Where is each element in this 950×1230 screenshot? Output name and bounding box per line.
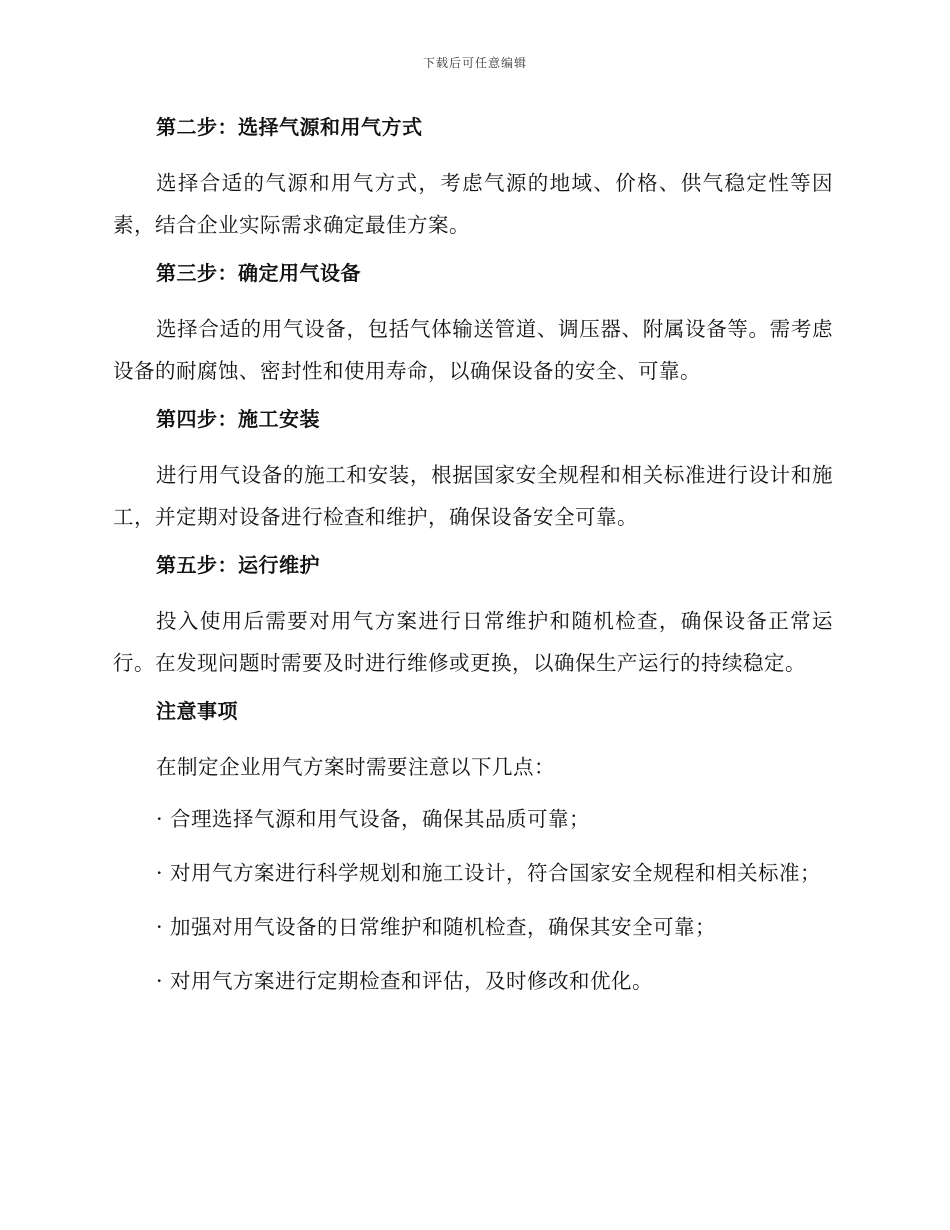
section-heading: 第四步：施工安装	[156, 407, 320, 431]
section-paragraph: 进行用气设备的施工和安装，根据国家安全规程和相关标准进行设计和施工，并定期对设备进行检查和维护，确保设备安全可靠。	[113, 463, 833, 529]
list-item: · 加强对用气设备的日常维护和随机检查，确保其安全可靠；	[156, 915, 717, 939]
document-body	[113, 110, 833, 1014]
section-step-3	[113, 256, 833, 392]
list-item: · 合理选择气源和用气设备，确保其品质可靠；	[156, 807, 591, 831]
page-header: 下载后可任意编辑	[422, 56, 527, 70]
section-heading: 第二步：选择气源和用气方式	[156, 115, 423, 139]
section-notes	[113, 694, 833, 1002]
list-item: · 对用气方案进行定期检查和评估，及时修改和优化。	[156, 969, 654, 993]
section-heading: 第三步：确定用气设备	[156, 261, 361, 285]
section-step-5	[113, 548, 833, 684]
notes-intro: 在制定企业用气方案时需要注意以下几点：	[156, 755, 555, 779]
section-paragraph: 选择合适的气源和用气方式，考虑气源的地域、价格、供气稳定性等因素，结合企业实际需求确定最佳方案。	[113, 171, 833, 237]
notes-heading: 注意事项	[156, 699, 238, 723]
list-item: · 对用气方案进行科学规划和施工设计，符合国家安全规程和相关标准；	[156, 861, 822, 885]
section-step-2	[113, 110, 833, 246]
section-heading: 第五步：运行维护	[156, 553, 320, 577]
section-paragraph: 投入使用后需要对用气方案进行日常维护和随机检查，确保设备正常运行。在发现问题时需要及时进行维修或更换，以确保生产运行的持续稳定。	[113, 609, 833, 675]
section-step-4	[113, 402, 833, 538]
section-paragraph: 选择合适的用气设备，包括气体输送管道、调压器、附属设备等。需考虑设备的耐腐蚀、密封性和使用寿命，以确保设备的安全、可靠。	[113, 317, 833, 383]
